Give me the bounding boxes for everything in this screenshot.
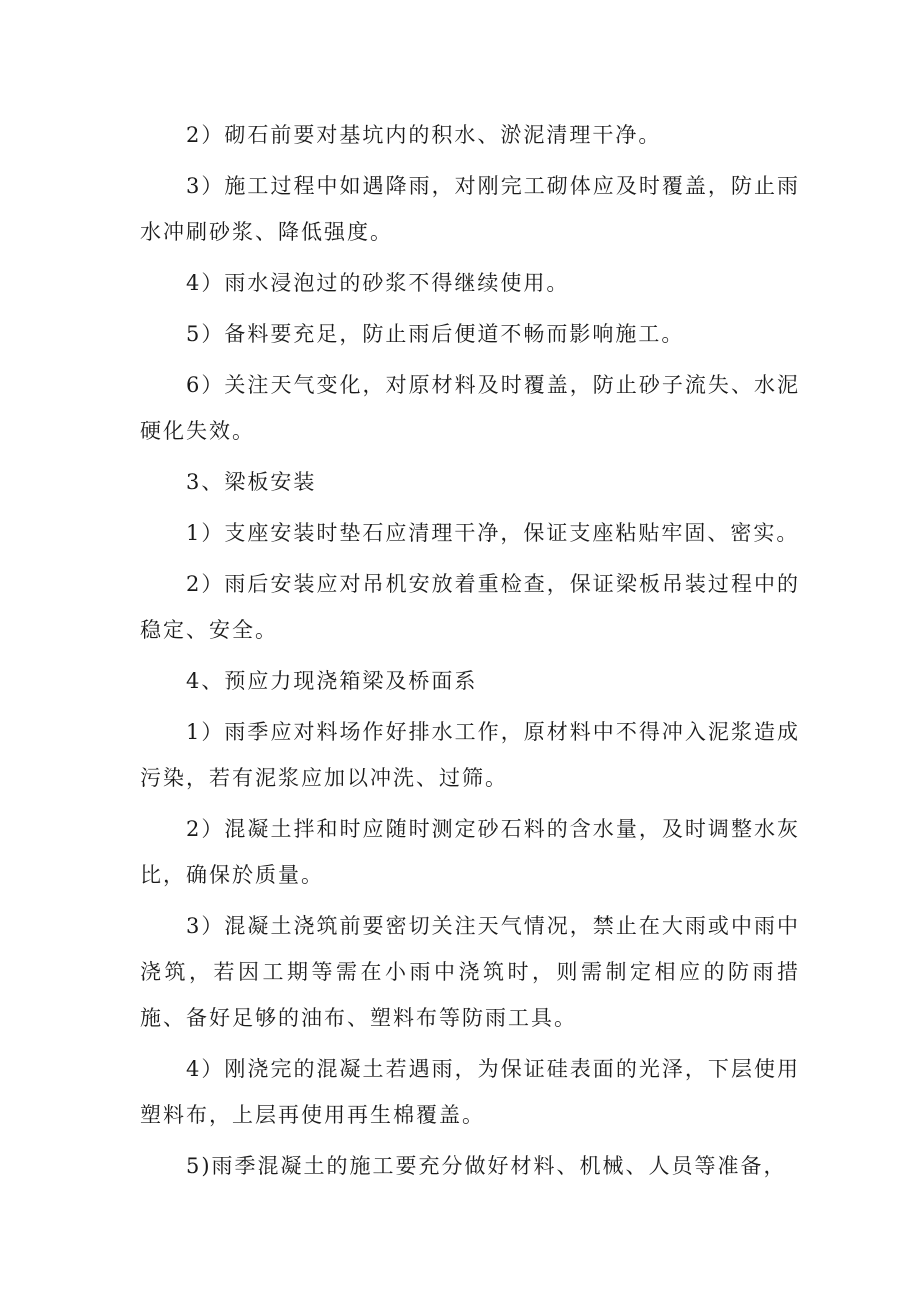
paragraph-item: 2）混凝土拌和时应随时测定砂石料的含水量，及时调整水灰比，确保於质量。: [140, 817, 800, 887]
paragraph-item: 2）砌石前要对基坑内的积水、淤泥清理干净。: [186, 123, 662, 147]
paragraph-item: 4）刚浇完的混凝土若遇雨，为保证硅表面的光泽，下层使用塑料布，上层再使用再生棉覆盖。: [140, 1057, 800, 1127]
paragraph-item: 1）支座安装时垫石应清理干净，保证支座粘贴牢固、密实。: [186, 521, 800, 545]
paragraph-item: 3）混凝土浇筑前要密切关注天气情况，禁止在大雨或中雨中浇筑，若因工期等需在小雨中浇筑时，则需制定相应的防雨措施、备好足够的油布、塑料布等防雨工具。: [140, 914, 800, 1030]
document-body: [140, 112, 800, 1194]
paragraph-item: 5)雨季混凝土的施工要充分做好材料、机械、人员等准备，: [186, 1154, 787, 1178]
paragraph-item: 2）雨后安装应对吊机安放着重检查，保证梁板吊装过程中的稳定、安全。: [140, 572, 800, 642]
paragraph-item: 3）施工过程中如遇降雨，对刚完工砌体应及时覆盖，防止雨水冲刷砂浆、降低强度。: [140, 174, 800, 244]
paragraph-item: 1）雨季应对料场作好排水工作，原材料中不得冲入泥浆造成污染，若有泥浆应加以冲洗、过筛。: [140, 720, 800, 790]
section-heading: 3、梁板安装: [186, 470, 317, 494]
paragraph-item: 6）关注天气变化，对原材料及时覆盖，防止砂子流失、水泥硬化失效。: [140, 373, 800, 443]
paragraph-item: 5）备料要充足，防止雨后便道不畅而影响施工。: [186, 322, 685, 346]
paragraph-item: 4）雨水浸泡过的砂浆不得继续使用。: [186, 271, 570, 295]
section-heading: 4、预应力现浇箱梁及桥面系: [186, 669, 478, 693]
